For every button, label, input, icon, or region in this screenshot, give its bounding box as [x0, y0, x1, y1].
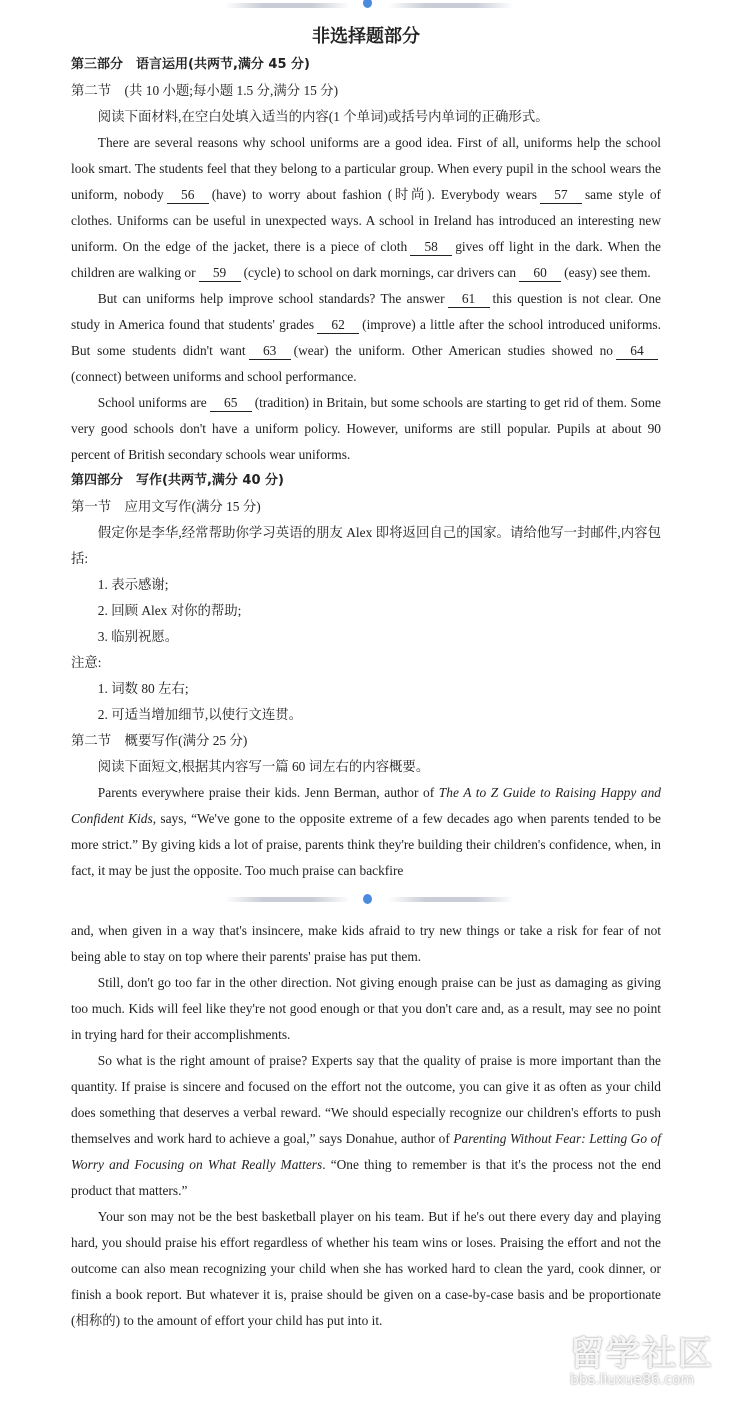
part3-heading: 第三部分 语言运用(共两节,满分 45 分) — [71, 57, 310, 72]
text-segment: (improve) a little after the school introduced uniforms. But some students didn't want — [71, 317, 661, 358]
part4-section2: 第二节 概要写作(满分 25 分) — [71, 733, 248, 748]
blank-56: 56 — [167, 187, 209, 204]
blank-58: 58 — [410, 239, 452, 256]
prompt-item: 3. 临别祝愿。 — [97, 629, 179, 644]
part3-instruction: 阅读下面材料,在空白处填入适当的内容(1 个单词)或括号内单词的正确形式。 — [97, 109, 549, 124]
part3-section2: 第二节 (共 10 小题;每小题 1.5 分,满分 15 分) — [71, 83, 339, 98]
blank-63: 63 — [249, 343, 291, 360]
paragraph: Your son may not be the best basketball player on his team. But if he's out there every day and playing hard, you should praise his effort regardless of whether his team wins or loses. Praising the effort and not the outcome can also mean recognizing your child when she has worked hard to clean the yard, cook dinner, or finish a book report. But whatever it is, praise should be given on a case-by-case basis and be proportionate (相称的) to the amount of effort your child has put into it. — [71, 1209, 661, 1328]
text-segment: gives off light in the dark. When the children are walking or — [71, 239, 661, 280]
text-segment: (wear) the uniform. Other American studies showed no — [293, 343, 613, 358]
note-item: 2. 可适当增加细节,以使行文连贯。 — [97, 707, 303, 722]
blank-61: 61 — [448, 291, 490, 308]
paragraph: and, when given in a way that's insincere, make kids afraid to try new things or take a risk for fear of not being able to stay on top where their parents' praise has put them. — [71, 923, 661, 964]
paragraph: So what is the right amount of praise? Experts say that the quality of praise is more important than the quantity. If praise is sincere and focused on the effort not the outcome, you can give it as often as your child does something that deserves a verbal reward. “We should especially recognize our children's efforts to push themselves and work hard to achieve a goal,” says Donahue, author of Parenting Without Fear: Letting Go of Worry and Focusing on What Really Matters. “One thing to remember is that it's the process not the end product that matters.” — [71, 1053, 662, 1198]
blank-65: 65 — [210, 395, 252, 412]
part4-heading: 第四部分 写作(共两节,满分 40 分) — [71, 473, 284, 488]
part4-section1: 第一节 应用文写作(满分 15 分) — [71, 499, 261, 514]
cloze-paragraph — [71, 286, 661, 390]
summary-paragraph: Parents everywhere praise their kids. Jenn Berman, author of The A to Z Guide to Raising Happy and Confident Kids, says, “We've gone to the opposite extreme of a few decades ago when parents tended to be more strict.” By giving kids a lot of praise, parents think they're building their children's confidence, when, in fact, it may be just the opposite. Too much praise can backfire — [71, 785, 661, 878]
text-segment: (have) to worry about fashion (时尚). Everybody wears — [211, 187, 537, 202]
text-segment: (easy) see them. — [564, 265, 651, 280]
page-divider — [0, 894, 739, 906]
text-segment: (cycle) to school on dark mornings, car drivers can — [243, 265, 517, 280]
blank-62: 62 — [317, 317, 359, 334]
blank-59: 59 — [199, 265, 241, 282]
note-label: 注意: — [71, 655, 102, 670]
summary-instruction: 阅读下面短文,根据其内容写一篇 60 词左右的内容概要。 — [97, 759, 430, 774]
text-segment: There are several reasons why school uniforms are a good idea. First of all, uniforms help the school look smart. The students feel that they belong to a particular group. When every pupil in the school wears the uniform, nobody — [71, 135, 661, 202]
watermark-logo: 留学社区 bbs.liuxue86.com — [570, 1334, 714, 1389]
text-segment: same style of clothes. Uniforms can be useful in unexpected ways. A school in Ireland has introduced an interesting new uniform. On the edge of the jacket, there is a piece of cloth — [71, 187, 661, 254]
blank-57: 57 — [540, 187, 582, 204]
blank-60: 60 — [519, 265, 561, 282]
paragraph: Still, don't go too far in the other direction. Not giving enough praise can be just as damaging as giving too much. Kids will feel like they're not good enough or that you don't care and, as a result, may see no point in trying hard for their accomplishments. — [71, 975, 661, 1042]
text-segment: But can uniforms help improve school standards? The answer — [97, 291, 445, 306]
blank-64: 64 — [616, 343, 658, 360]
note-item: 1. 词数 80 左右; — [97, 681, 189, 696]
prompt-item: 1. 表示感谢; — [97, 577, 169, 592]
text-segment: (connect) between uniforms and school performance. — [71, 369, 357, 384]
writing-prompt: 假定你是李华,经常帮助你学习英语的朋友 Alex 即将返回自己的国家。请给他写一封邮件,内容包括: — [71, 525, 661, 566]
page-2-content — [71, 918, 661, 1334]
cloze-passage — [71, 130, 661, 468]
page-1-content — [71, 22, 661, 884]
page-divider — [0, 0, 739, 12]
cloze-paragraph — [71, 390, 661, 468]
book-title: Parenting Without Fear: Letting Go of Worry and Focusing on What Really Matters — [71, 1131, 662, 1172]
text-segment: this question is not clear. One study in America found that students' grades — [71, 291, 661, 332]
book-title: The A to Z Guide to Raising Happy and Confident Kids — [71, 785, 661, 826]
text-segment: School uniforms are — [97, 395, 207, 410]
prompt-item: 2. 回顾 Alex 对你的帮助; — [97, 603, 242, 618]
cloze-paragraph — [71, 130, 661, 286]
text-segment: (tradition) in Britain, but some schools are starting to get rid of them. Some very good schools don't have a uniform policy. However, uniforms are still popular. Pupils at about 90 percent of British secondary schools wear uniforms. — [71, 395, 661, 462]
page-title: 非选择题部分 — [312, 26, 420, 47]
